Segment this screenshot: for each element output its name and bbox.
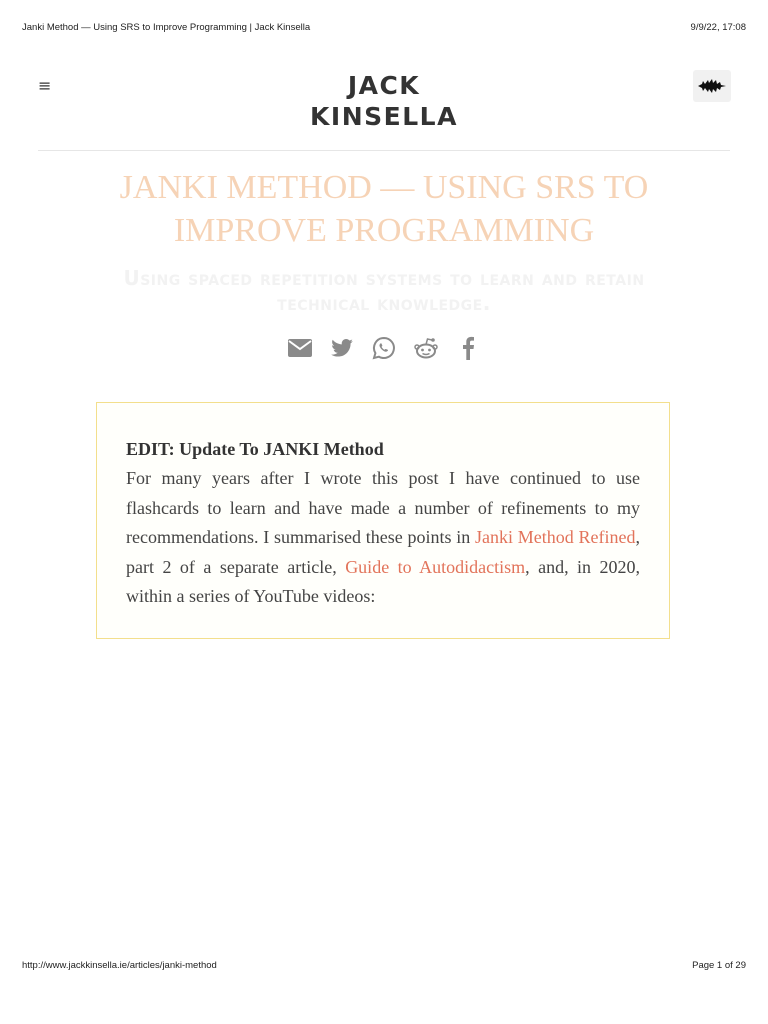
article-subtitle: Using spaced repetition systems to learn and retain technical knowledge. [123, 266, 645, 315]
print-url: http://www.jackkinsella.ie/articles/janki-method [22, 960, 217, 971]
print-header [22, 22, 746, 33]
ink-splat-graphic [696, 77, 728, 95]
reddit-icon[interactable] [414, 336, 438, 360]
logo-line-1: JACK [347, 71, 421, 100]
hamburger-menu-icon[interactable]: ≡ [38, 76, 52, 95]
notice-text-2: , part 2 of a separate article, [126, 527, 640, 577]
janki-method-refined-link[interactable]: Janki Method Refined [475, 527, 636, 547]
print-doc-title: Janki Method — Using SRS to Improve Programming | Jack Kinsella [22, 22, 311, 33]
print-page-number: Page 1 of 29 [692, 960, 746, 971]
logo-line-2: KINSELLA [310, 102, 458, 131]
notice-body [126, 464, 640, 612]
update-notice-box [96, 402, 670, 639]
article-title: JANKI METHOD — USING SRS TO IMPROVE PROGRAMMING [119, 169, 649, 249]
twitter-icon[interactable] [330, 336, 354, 360]
header-divider [38, 150, 730, 151]
print-timestamp: 9/9/22, 17:08 [690, 22, 746, 33]
facebook-icon[interactable] [456, 336, 480, 360]
notice-heading: EDIT: Update To JANKI Method [126, 439, 384, 459]
notice-text-1: For many years after I wrote this post I have continued to use flashcards to learn and have made a number of refinements to my recommendations. I summarised these points in [126, 468, 640, 547]
share-bar [0, 336, 768, 360]
print-footer [22, 960, 746, 971]
ink-splat-icon[interactable] [693, 70, 731, 102]
site-logo[interactable] [0, 70, 768, 132]
notice-text-3: , and, in 2020, within a series of YouTube videos: [126, 556, 640, 606]
email-icon[interactable] [288, 336, 312, 360]
whatsapp-icon[interactable] [372, 336, 396, 360]
guide-to-autodidactism-link[interactable]: Guide to Autodidactism [345, 556, 526, 577]
